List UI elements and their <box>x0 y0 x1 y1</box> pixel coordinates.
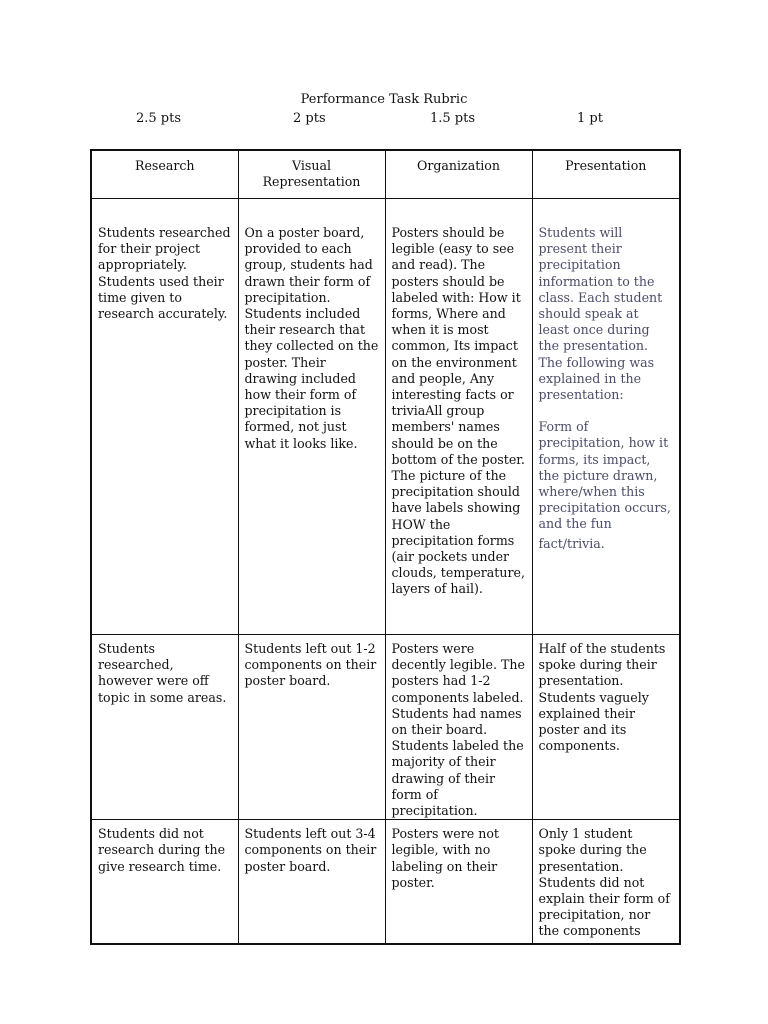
cell-research: Students did not research during the give research time. <box>91 820 238 945</box>
header-organization: Organization <box>385 150 532 199</box>
cell-organization: Posters should be legible (easy to see and read). The posters should be labeled with: How it forms, Where and when it is most common, Its impact on the environment and people, Any interesting facts or triviaAll group members' names should be on the bottom of the poster. The picture of the precipitation should have labels showing HOW the precipitation forms (air pockets under clouds, temperature, layers of hail). <box>385 199 532 635</box>
cell-organization: Posters were decently legible. The posters had 1-2 components labeled. Students had names on their board. Students labeled the majority of their drawing of their form of precipitation. <box>385 635 532 820</box>
presentation-intro: Students will present their precipitation information to the class. Each student should speak at least once during the presentation. The following was explained in the presentation: <box>538 225 663 403</box>
header-research: Research <box>91 150 238 199</box>
page-title: Performance Task Rubric <box>300 92 468 107</box>
presentation-list-end: fact/trivia. <box>538 535 605 551</box>
header-visual-line1: Visual <box>291 158 331 173</box>
points-label-organization: 1.5 pts <box>430 111 476 126</box>
points-label-research: 2.5 pts <box>136 111 182 126</box>
cell-presentation <box>532 199 680 635</box>
table-row <box>91 199 680 635</box>
rubric-table <box>90 149 681 945</box>
header-row <box>91 150 680 199</box>
table-row <box>91 820 680 945</box>
header-visual-representation <box>238 150 385 199</box>
points-label-presentation: 1 pt <box>577 111 603 126</box>
cell-presentation: Half of the students spoke during their presentation. Students vaguely explained their poster and its components. <box>532 635 680 820</box>
presentation-list: Form of precipitation, how it forms, its impact, the picture drawn, where/when this precipitation occurs, and the fun <box>538 419 671 532</box>
header-visual-line2: Representation <box>262 174 361 190</box>
header-presentation: Presentation <box>532 150 680 199</box>
points-label-visual: 2 pts <box>293 111 326 126</box>
cell-visual: Students left out 1-2 components on their poster board. <box>238 635 385 820</box>
table-row <box>91 635 680 820</box>
cell-presentation: Only 1 student spoke during the presentation. Students did not explain their form of precipitation, nor the components <box>532 820 680 945</box>
cell-organization: Posters were not legible, with no labeling on their poster. <box>385 820 532 945</box>
cell-research: Students researched, however were off topic in some areas. <box>91 635 238 820</box>
cell-visual: Students left out 3-4 components on their poster board. <box>238 820 385 945</box>
cell-visual: On a poster board, provided to each group, students had drawn their form of precipitation. Students included their research that they collected on the poster. Their drawing included how their form of precipitation is formed, not just what it looks like. <box>238 199 385 635</box>
cell-research: Students researched for their project appropriately. Students used their time given to research accurately. <box>91 199 238 635</box>
